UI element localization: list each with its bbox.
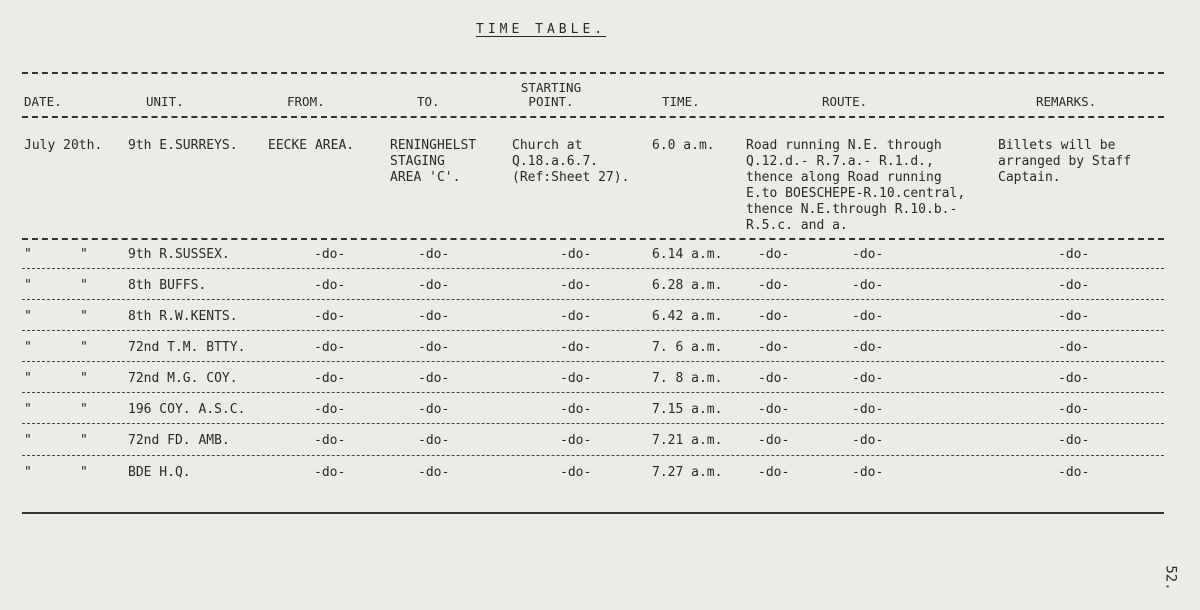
row-divider <box>22 238 1164 240</box>
header-date: DATE. <box>24 94 62 109</box>
time-cell: 6.14 a.m. <box>652 247 723 262</box>
table-bottom-rule <box>22 512 1164 514</box>
row-divider <box>22 423 1164 424</box>
from-cell: -do- <box>314 465 346 480</box>
row-to: RENINGHELST STAGING AREA 'C'. <box>390 138 477 185</box>
time-cell: 7.21 a.m. <box>652 433 723 448</box>
route-cell: -do- <box>758 402 790 417</box>
ditto-mark: " <box>24 340 32 355</box>
header-from: FROM. <box>287 94 325 109</box>
row-divider <box>22 392 1164 393</box>
route-cell-secondary: -do- <box>852 433 884 448</box>
ditto-mark: " <box>80 340 88 355</box>
route-cell: -do- <box>758 433 790 448</box>
remarks-cell: -do- <box>1058 309 1090 324</box>
starting-point-cell: -do- <box>560 371 592 386</box>
header-to: TO. <box>417 94 440 109</box>
route-cell-secondary: -do- <box>852 247 884 262</box>
ditto-mark: " <box>24 278 32 293</box>
unit-cell: 9th R.SUSSEX. <box>128 247 230 262</box>
ditto-mark: " <box>80 371 88 386</box>
to-cell: -do- <box>418 340 450 355</box>
ditto-mark: " <box>24 433 32 448</box>
route-cell: -do- <box>758 371 790 386</box>
remarks-cell: -do- <box>1058 340 1090 355</box>
row-remarks: Billets will be arranged by Staff Captain. <box>998 138 1132 185</box>
remarks-cell: -do- <box>1058 402 1090 417</box>
starting-point-cell: -do- <box>560 309 592 324</box>
starting-point-cell: -do- <box>560 433 592 448</box>
route-cell-secondary: -do- <box>852 340 884 355</box>
unit-cell: 196 COY. A.S.C. <box>128 402 246 417</box>
ditto-mark: " <box>80 309 88 324</box>
to-cell: -do- <box>418 402 450 417</box>
header-bottom-rule <box>22 116 1164 118</box>
route-cell: -do- <box>758 309 790 324</box>
time-cell: 6.42 a.m. <box>652 309 723 324</box>
row-time: 6.0 a.m. <box>652 138 715 153</box>
from-cell: -do- <box>314 402 346 417</box>
ditto-mark: " <box>80 278 88 293</box>
remarks-cell: -do- <box>1058 465 1090 480</box>
starting-point-cell: -do- <box>560 340 592 355</box>
row-divider <box>22 455 1164 456</box>
to-cell: -do- <box>418 371 450 386</box>
time-cell: 7.15 a.m. <box>652 402 723 417</box>
route-cell-secondary: -do- <box>852 402 884 417</box>
starting-point-cell: -do- <box>560 278 592 293</box>
route-cell: -do- <box>758 340 790 355</box>
header-time: TIME. <box>662 94 700 109</box>
header-starting-point-line2: POINT. <box>528 94 574 109</box>
ditto-mark: " <box>24 402 32 417</box>
unit-cell: 8th R.W.KENTS. <box>128 309 238 324</box>
unit-cell: 72nd T.M. BTTY. <box>128 340 246 355</box>
from-cell: -do- <box>314 278 346 293</box>
from-cell: -do- <box>314 433 346 448</box>
from-cell: -do- <box>314 340 346 355</box>
to-cell: -do- <box>418 278 450 293</box>
from-cell: -do- <box>314 371 346 386</box>
route-cell: -do- <box>758 465 790 480</box>
route-cell: -do- <box>758 278 790 293</box>
ditto-mark: " <box>24 371 32 386</box>
time-cell: 7. 6 a.m. <box>652 340 723 355</box>
row-divider <box>22 299 1164 300</box>
ditto-mark: " <box>80 402 88 417</box>
row-date: July 20th. <box>24 138 103 153</box>
time-cell: 6.28 a.m. <box>652 278 723 293</box>
remarks-cell: -do- <box>1058 247 1090 262</box>
time-cell: 7. 8 a.m. <box>652 371 723 386</box>
row-from: EECKE AREA. <box>268 138 355 153</box>
header-route: ROUTE. <box>822 94 868 109</box>
starting-point-cell: -do- <box>560 247 592 262</box>
route-cell-secondary: -do- <box>852 309 884 324</box>
starting-point-cell: -do- <box>560 402 592 417</box>
time-cell: 7.27 a.m. <box>652 465 723 480</box>
page-title: TIME TABLE. <box>476 22 607 37</box>
route-cell: -do- <box>758 247 790 262</box>
ditto-mark: " <box>80 433 88 448</box>
header-top-rule <box>22 72 1164 74</box>
starting-point-cell: -do- <box>560 465 592 480</box>
row-divider <box>22 268 1164 269</box>
unit-cell: 72nd FD. AMB. <box>128 433 230 448</box>
remarks-cell: -do- <box>1058 278 1090 293</box>
ditto-mark: " <box>80 465 88 480</box>
ditto-mark: " <box>24 309 32 324</box>
row-starting-point: Church at Q.18.a.6.7. (Ref:Sheet 27). <box>512 138 630 185</box>
to-cell: -do- <box>418 465 450 480</box>
ditto-mark: " <box>24 247 32 262</box>
to-cell: -do- <box>418 433 450 448</box>
page-number: 52. <box>1162 565 1179 591</box>
from-cell: -do- <box>314 309 346 324</box>
route-cell-secondary: -do- <box>852 371 884 386</box>
remarks-cell: -do- <box>1058 433 1090 448</box>
header-remarks: REMARKS. <box>1036 94 1097 109</box>
row-divider <box>22 361 1164 362</box>
route-cell-secondary: -do- <box>852 278 884 293</box>
ditto-mark: " <box>80 247 88 262</box>
row-unit: 9th E.SURREYS. <box>128 138 238 153</box>
row-route: Road running N.E. through Q.12.d.- R.7.a.- R.1.d., thence along Road running E.to BOESCHEPE-R.10.central, thence N.E.through R.10.b.- R.5.c. and a. <box>746 138 966 233</box>
to-cell: -do- <box>418 309 450 324</box>
header-unit: UNIT. <box>146 94 184 109</box>
unit-cell: 72nd M.G. COY. <box>128 371 238 386</box>
remarks-cell: -do- <box>1058 371 1090 386</box>
to-cell: -do- <box>418 247 450 262</box>
row-divider <box>22 330 1164 331</box>
header-starting-point-line1: STARTING <box>520 80 582 95</box>
ditto-mark: " <box>24 465 32 480</box>
from-cell: -do- <box>314 247 346 262</box>
unit-cell: 8th BUFFS. <box>128 278 207 293</box>
unit-cell: BDE H.Q. <box>128 465 191 480</box>
route-cell-secondary: -do- <box>852 465 884 480</box>
